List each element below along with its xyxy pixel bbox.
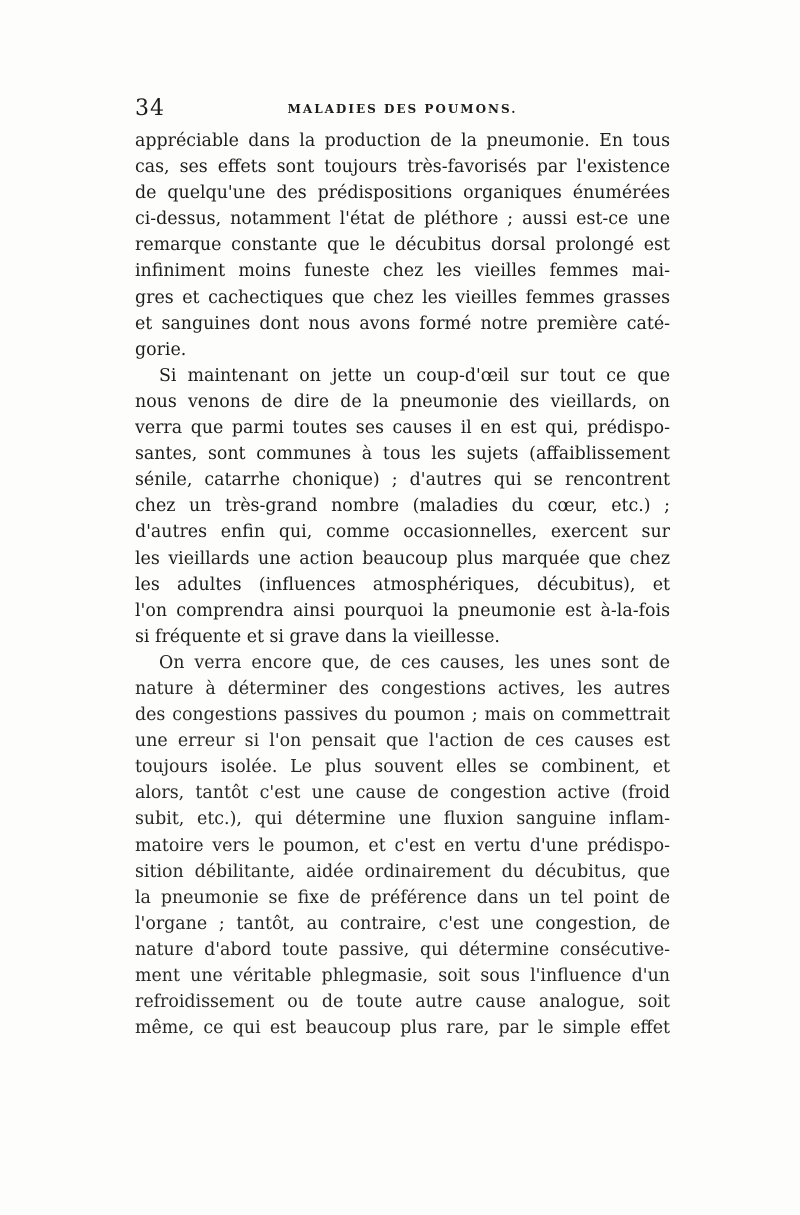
paragraph-start-line: Si maintenant on jette un coup-d'œil sur tout ce que [159,365,670,386]
text-line: des congestions passives du poumon ; mais on commettrait [135,705,670,726]
text-line: gres et cachectiques que chez les vieilles femmes grasses [135,287,670,308]
text-line: nous venons de dire de la pneumonie des vieillards, on [135,391,670,412]
text-line: appréciable dans la production de la pneumonie. En tous [135,131,670,151]
text-line: d'autres enfin qui, comme occasionnelles, exercent sur [135,522,670,543]
running-title: MALADIES DES POUMONS. [287,102,518,116]
text-line: chez un très-grand nombre (maladies du cœur, etc.) ; [135,496,670,517]
text-line: nature d'abord toute passive, qui détermine consécutive- [135,939,670,960]
running-head [135,96,670,126]
text-line: remarque constante que le décubitus dorsal prolongé est [135,235,670,256]
text-line: une erreur si l'on pensait que l'action de ces causes est [135,731,670,752]
text-line: infiniment moins funeste chez les vieilles femmes mai- [135,261,670,282]
text-line: nature à déterminer des congestions actives, les autres [135,678,670,699]
text-line: si fréquente et si grave dans la vieillesse. [135,626,500,647]
text-line: verra que parmi toutes ses causes il en est qui, prédispo- [135,418,670,439]
text-line: l'organe ; tantôt, au contraire, c'est une congestion, de [135,913,670,934]
text-line: toujours isolée. Le plus souvent elles se combinent, et [135,757,670,778]
text-line: la pneumonie se fixe de préférence dans un tel point de [135,887,670,908]
text-line: même, ce qui est beaucoup plus rare, par le simple effet [135,1018,670,1039]
text-line: ment une véritable phlegmasie, soit sous l'influence d'un [135,966,670,986]
paragraph [135,650,670,1041]
text-line: de quelqu'une des prédispositions organiques énumérées [135,183,670,204]
paragraph-start-line: On verra encore que, de ces causes, les unes sont de [159,652,670,673]
text-line: l'on comprendra ainsi pourquoi la pneumonie est à-la-fois [135,600,670,621]
text-line: gorie. [135,339,187,360]
text-line: santes, sont communes à tous les sujets (affaiblissement [135,444,670,465]
text-line: et sanguines dont nous avons formé notre première caté- [135,313,670,334]
text-line: les adultes (influences atmosphériques, décubitus), et [135,574,670,595]
text-line: les vieillards une action beaucoup plus marquée que chez [135,548,670,569]
text-line: sition débilitante, aidée ordinairement du décubitus, que [135,861,670,882]
text-line: matoire vers le poumon, et c'est en vertu d'une prédispo- [135,835,670,856]
text-line: refroidissement ou de toute autre cause analogue, soit [135,992,670,1013]
body-text [135,128,670,1041]
text-line: ci-dessus, notamment l'état de pléthore ; aussi est-ce une [135,209,670,230]
text-line: cas, ses effets sont toujours très-favorisés par l'existence [135,157,670,178]
text-line: subit, etc.), qui détermine une fluxion sanguine inflam- [135,809,670,830]
text-line: alors, tantôt c'est une cause de congestion active (froid [135,783,670,804]
page-number: 34 [135,96,165,121]
text-line: sénile, catarrhe chonique) ; d'autres qui se rencontrent [135,470,670,491]
